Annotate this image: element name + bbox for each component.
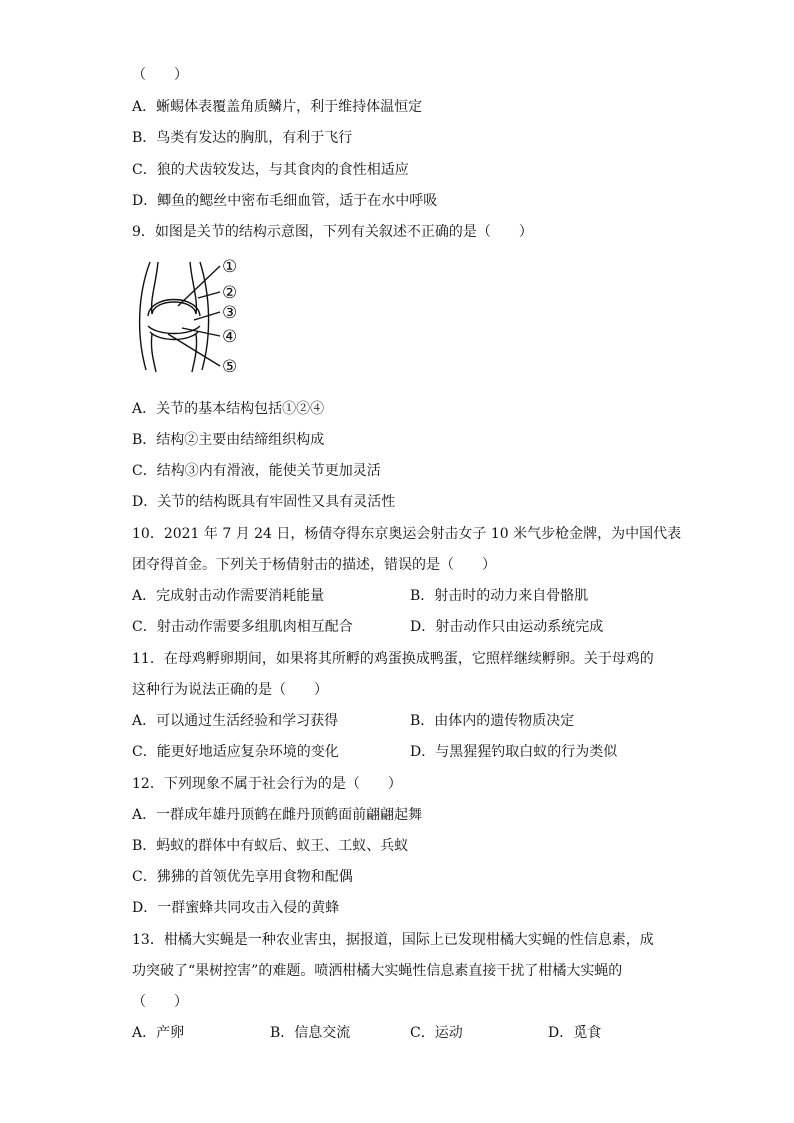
q8-option-a: A．蜥蜴体表覆盖角质鳞片，利于维持体温恒定 (132, 99, 423, 115)
q13-stem-line2: 功突破了“果树控害”的难题。喷洒柑橘大实蝇性信息素直接干扰了柑橘大实蝇的 (132, 963, 623, 979)
q9-option-a: A．关节的基本结构包括①②④ (132, 401, 325, 417)
q9-option-b: B．结构②主要由结缔组织构成 (132, 432, 325, 448)
figure-label-5: ⑤ (222, 357, 238, 377)
q10-stem-line1: 10．2021 年 7 月 24 日，杨倩夺得东京奥运会射击女子 10 米气步枪金牌，为中国代表 (132, 526, 682, 542)
q11-option-d: D．与黑猩猩钓取白蚁的行为类似 (410, 744, 618, 760)
q12-option-c: C．狒狒的首领优先享用食物和配偶 (132, 869, 353, 885)
figure-label-3: ③ (222, 303, 238, 323)
q11-stem-line1: 11．在母鸡孵卵期间，如果将其所孵的鸡蛋换成鸭蛋，它照样继续孵卵。关于母鸡的 (132, 651, 654, 667)
q10-option-d: D．射击动作只由运动系统完成 (410, 619, 604, 635)
q11-option-a: A．可以通过生活经验和学习获得 (132, 713, 339, 729)
q9-option-c: C．结构③内有滑液，能使关节更加灵活 (132, 463, 381, 479)
q11-option-c: C．能更好地适应复杂环境的变化 (132, 744, 339, 760)
q8-option-d: D．鲫鱼的鳃丝中密布毛细血管，适于在水中呼吸 (132, 193, 438, 209)
q8-option-c: C．狼的犬齿较发达，与其食肉的食性相适应 (132, 162, 409, 178)
q11-option-b: B．由体内的遗传物质决定 (410, 713, 575, 729)
q13-stem-line1: 13．柑橘大实蝇是一种农业害虫，据报道，国际上已发现柑橘大实蝇的性信息素，成 (132, 932, 654, 948)
q8-option-b: B．鸟类有发达的胸肌，有利于飞行 (132, 130, 353, 146)
figure-label-2: ② (222, 283, 238, 303)
q10-option-a: A．完成射击动作需要消耗能量 (132, 588, 325, 604)
joint-structure-diagram (128, 254, 268, 378)
q9-stem: 9．如图是关节的结构示意图，下列有关叙述不正确的是（ ） (132, 224, 533, 240)
figure-label-1: ① (222, 257, 238, 277)
q13-option-b: B．信息交流 (270, 1025, 351, 1041)
q13-option-d: D．觅食 (548, 1025, 602, 1041)
q12-stem: 12．下列现象不属于社会行为的是（ ） (132, 776, 402, 792)
joint-drawing (140, 262, 220, 372)
q13-option-a: A．产卵 (132, 1025, 185, 1041)
q11-stem-line2: 这种行为说法正确的是（ ） (132, 682, 328, 698)
q10-stem-line2: 团夺得首金。下列关于杨倩射击的描述，错误的是（ ） (132, 557, 496, 573)
q10-option-b: B．射击时的动力来自骨骼肌 (410, 588, 589, 604)
q12-option-b: B．蚂蚁的群体中有蚁后、蚁王、工蚁、兵蚁 (132, 838, 409, 854)
q9-option-d: D．关节的结构既具有牢固性又具有灵活性 (132, 494, 396, 510)
q12-option-a: A．一群成年雄丹顶鹤在雌丹顶鹤面前翩翩起舞 (132, 807, 423, 823)
q8-answer-blank: （ ） (132, 67, 188, 83)
q13-answer-blank: （ ） (132, 994, 188, 1010)
q10-option-c: C．射击动作需要多组肌肉相互配合 (132, 619, 353, 635)
q12-option-d: D．一群蜜蜂共同攻击入侵的黄蜂 (132, 900, 340, 916)
figure-label-4: ④ (222, 327, 238, 347)
q13-option-c: C．运动 (410, 1025, 463, 1041)
